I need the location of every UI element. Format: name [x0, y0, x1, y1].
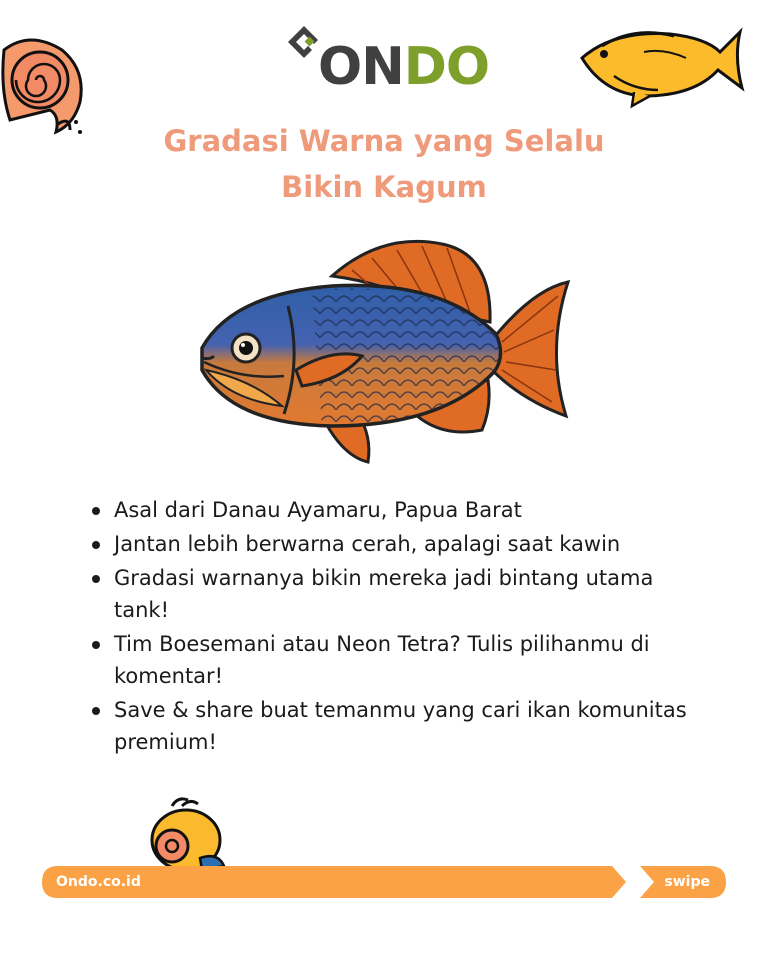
fact-list — [90, 494, 710, 760]
corner-fish-icon — [574, 18, 746, 110]
small-snail-icon — [144, 796, 230, 870]
page-title — [84, 118, 684, 210]
rainbowfish-illustration — [192, 230, 578, 470]
corner-snail-icon — [0, 20, 90, 140]
fact-item: Gradasi warnanya bikin mereka jadi bintang utama tank! — [90, 562, 710, 626]
brand-logo — [286, 22, 490, 98]
swipe-button[interactable]: swipe — [664, 874, 710, 890]
fact-item: Jantan lebih berwarna cerah, apalagi saat kawin — [90, 528, 710, 560]
footer-bar-shape — [42, 866, 726, 898]
fact-item: Tim Boesemani atau Neon Tetra? Tulis pilihanmu di komentar! — [90, 628, 710, 692]
logo-text-do: DO — [403, 37, 490, 97]
logo-text-on: ON — [318, 37, 404, 97]
title-line-1: Gradasi Warna yang Selalu — [163, 124, 605, 158]
logo-wordmark — [318, 36, 489, 98]
fact-item: Asal dari Danau Ayamaru, Papua Barat — [90, 494, 710, 526]
footer-site-link[interactable]: Ondo.co.id — [56, 874, 141, 890]
fact-item: Save & share buat temanmu yang cari ikan komunitas premium! — [90, 694, 710, 758]
title-line-2: Bikin Kagum — [281, 170, 487, 204]
footer-bar — [42, 866, 726, 898]
